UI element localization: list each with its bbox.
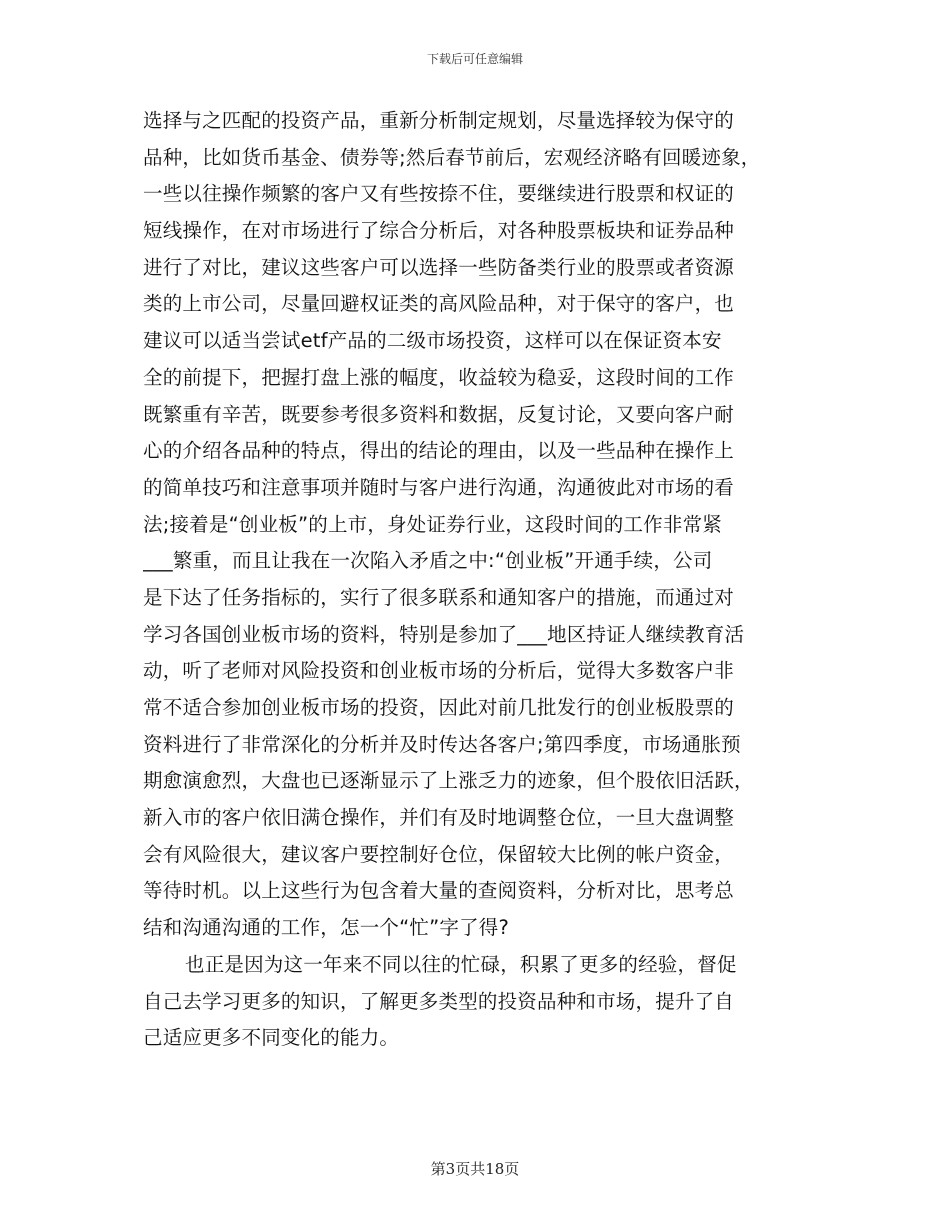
text-line: 进行了对比，建议这些客户可以选择一些防备类行业的股票或者资源 [143,255,735,279]
paragraph-2 [143,947,825,1057]
page-header: 下载后可任意编辑 [426,52,523,66]
text-line: 自己去学习更多的知识，了解更多类型的投资品种和市场，提升了自 [143,989,735,1013]
text-line: 也正是因为这一年来不同以往的忙碌，积累了更多的经验，督促 [185,952,737,976]
document-body [143,103,825,1057]
text-line: 的简单技巧和注意事项并随时与客户进行沟通，沟通彼此对市场的看 [143,475,735,499]
text-line: 既繁重有辛苦，既要参考很多资料和数据，反复讨论，又要向客户耐 [143,402,735,426]
text-line: 全的前提下，把握打盘上涨的幅度，收益较为稳妥，这段时间的工作 [143,365,735,389]
text-line: 等待时机。以上这些行为包含着大量的查阅资料，分析对比，思考总 [143,879,735,903]
text-line: 资料进行了非常深化的分析并及时传达各客户;第四季度，市场通胀预 [143,732,741,756]
text-line: 建议可以适当尝试etf产品的二级市场投资，这样可以在保证资本安 [143,329,722,353]
text-line: ___繁重，而且让我在一次陷入矛盾之中:“创业板”开通手续，公司 [143,549,713,573]
page-number-footer: 第3页共18页 [430,1160,520,1178]
text-line: 一些以往操作频繁的客户又有些按捺不住，要继续进行股票和权证的 [143,182,735,206]
text-line: 常不适合参加创业板市场的投资，因此对前几批发行的创业板股票的 [143,696,735,719]
text-line: 新入市的客户依旧满仓操作，并们有及时地调整仓位，一旦大盘调整 [143,806,735,830]
text-line: 期愈演愈烈，大盘也已逐渐显示了上涨乏力的迹象，但个股依旧活跃， [143,769,754,793]
text-line: 品种，比如货币基金、债券等;然后春节前后，宏观经济略有回暖迹象， [143,145,761,169]
text-line: 是下达了任务指标的，实行了很多联系和通知客户的措施，而通过对 [143,585,735,609]
text-line: 心的介绍各品种的特点，得出的结论的理由，以及一些品种在操作上 [143,439,735,463]
text-line: 结和沟通沟通的工作，怎一个“忙”字了得? [143,916,510,940]
text-line: 己适应更多不同变化的能力。 [143,1026,400,1050]
text-line: 会有风险很大，建议客户要控制好仓位，保留较大比例的帐户资金， [143,842,735,866]
paragraph-1 [143,103,825,947]
text-line: 学习各国创业板市场的资料，特别是参加了___地区持证人继续教育活 [143,622,745,646]
text-line: 短线操作，在对市场进行了综合分析后，对各种股票板块和证券品种 [143,219,735,243]
text-line: 选择与之匹配的投资产品，重新分析制定规划，尽量选择较为保守的 [143,109,735,132]
text-line: 动，听了老师对风险投资和创业板市场的分析后，觉得大多数客户非 [143,659,735,683]
text-line: 法;接着是“创业板”的上市，身处证券行业，这段时间的工作非常紧 [143,512,722,536]
text-line: 类的上市公司，尽量回避权证类的高风险品种，对于保守的客户，也 [143,292,735,316]
